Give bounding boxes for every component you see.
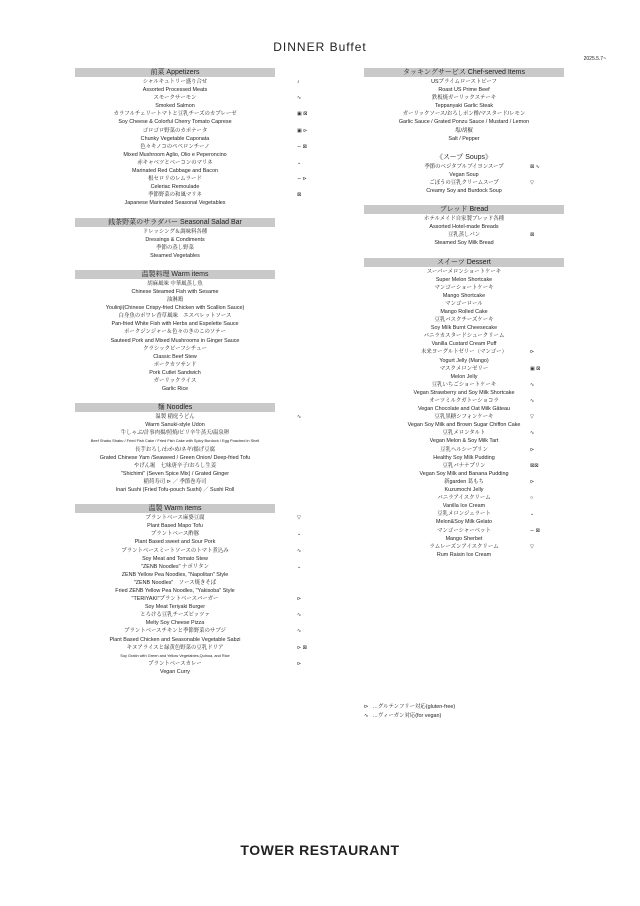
menu-item-text: バニラカスタードシュークリーム: [423, 333, 505, 340]
menu-item: [75, 199, 275, 207]
menu-date: 2025.5.7~: [583, 56, 606, 62]
menu-item: [364, 163, 564, 171]
dietary-mark-icon: ⊳: [530, 349, 535, 356]
menu-item: [75, 127, 308, 135]
menu-item-text: Vegan Soy Milk and Banana Pudding: [419, 470, 509, 477]
menu-item-text: Soy Gratin with Green and Yellow Vegetables,Quinoa, and Rice: [120, 652, 230, 658]
menu-item: [75, 462, 275, 470]
menu-item: [75, 236, 275, 244]
menu-item-text: ポークカツサンド: [153, 361, 197, 368]
menu-item-text: Sauteed Pork and Mixed Mushrooms in Ginger Sauce: [110, 337, 240, 344]
menu-item: [364, 332, 564, 340]
dietary-mark-icon: ⊳ ⊠: [297, 644, 307, 651]
menu-item: [364, 405, 564, 413]
dietary-mark-icon: ⊠⊠: [530, 462, 539, 469]
menu-item: [364, 470, 564, 478]
menu-item: [75, 555, 275, 563]
menu-item-text: Vanilla Ice Cream: [442, 503, 486, 510]
menu-item-text: Dressings & Condiments: [145, 236, 205, 243]
menu-item-text: Creamy Soy and Burdock Soup: [426, 188, 502, 195]
menu-item: [75, 563, 302, 571]
menu-item: [75, 413, 302, 421]
dietary-mark-icon: ♪: [297, 79, 300, 85]
menu-item: [75, 143, 307, 151]
menu-item-text: ゴロゴロ野菜のカポナータ: [142, 127, 208, 134]
menu-item: [75, 514, 301, 522]
section-header: 麺 Noodles: [75, 403, 275, 412]
section-header: 前菜 Appetizers: [75, 68, 275, 77]
menu-item: [364, 518, 564, 526]
menu-item: [364, 316, 564, 324]
menu-item-text: Yogurt Jelly (Mango): [439, 357, 489, 364]
menu-item-text: Grated Chinese Yam /Seaweed / Green Onion/ Deep-fried Tofu: [99, 454, 251, 461]
menu-item: [75, 337, 275, 345]
menu-item-text: 胡麻風味 中華風蒸し魚: [147, 280, 203, 287]
menu-item-text: Mango Sherbet: [445, 535, 483, 542]
menu-item-text: クラシックビーフシチュー: [143, 345, 207, 352]
menu-item: [75, 118, 275, 126]
menu-item: [75, 668, 275, 676]
menu-item: [75, 619, 275, 627]
menu-item: [364, 543, 564, 551]
menu-item: [75, 627, 302, 635]
menu-item-text: Soy Meat Teriyaki Burger: [144, 604, 206, 611]
menu-item-text: Pan-fried White Fish with Herbs and Espelette Sauce: [111, 321, 239, 328]
menu-item: [364, 421, 564, 429]
menu-item-text: Steamed Soy Milk Bread: [434, 240, 494, 247]
menu-item-text: Vegan Curry: [160, 668, 190, 675]
menu-item: [364, 179, 564, 187]
menu-item-text: Chunky Vegetable Caponata: [140, 135, 210, 142]
menu-item: [75, 522, 275, 530]
menu-item: [75, 94, 302, 102]
dietary-mark-icon: ⊳: [297, 660, 302, 667]
menu-item-text: 豆乳メロンジェラート: [437, 511, 491, 518]
menu-item: [364, 135, 564, 143]
menu-item-text: Melon Jelly: [450, 373, 478, 380]
menu-item: [364, 454, 564, 462]
menu-item: [75, 421, 275, 429]
dietary-mark-icon: ∿: [530, 430, 535, 437]
menu-item-text: Super Melon Shortcake: [435, 276, 493, 283]
dietary-mark-icon: ▣ ⊳: [297, 127, 308, 134]
dietary-mark-icon: ▣ ⊠: [530, 365, 541, 372]
menu-item-text: Vegan Soup: [449, 171, 479, 178]
menu-item: [364, 357, 564, 365]
menu-item-text: Soy Milk Burnt Cheesecake: [430, 325, 498, 332]
menu-item-text: スモークサーモン: [153, 95, 197, 102]
menu-item-text: Melon&Soy Milk Gelato: [435, 519, 493, 526]
section-header: スイーツ Dessert: [364, 258, 564, 267]
menu-item: [75, 312, 275, 320]
menu-item: [75, 369, 275, 377]
menu-item: [364, 381, 564, 389]
menu-item-text: とろける豆乳チーズピッツァ: [140, 612, 210, 619]
dietary-mark-icon: ∿: [530, 398, 535, 404]
menu-item: [364, 324, 564, 332]
menu-item-text: 豆乳黒糖シフォンケーキ: [434, 414, 494, 421]
menu-item: [75, 183, 275, 191]
menu-item-text: 牛しゃぶ/計事肉揚/照焼/ピリ辛牛蒸天/温泉卵: [120, 430, 230, 437]
menu-item-text: プラントベースミートソースのトマト煮込み: [121, 547, 229, 554]
legend-text: …グルテンフリー対応(gluten-free): [372, 704, 456, 710]
menu-item-text: Warm Sanuki-style Udon: [145, 422, 205, 429]
menu-item: [75, 175, 307, 183]
menu-item-text: USプライムローストビーフ: [431, 79, 497, 85]
menu-item-text: Plant Based sweet and Sour Pork: [134, 539, 216, 546]
menu-item: [364, 527, 564, 535]
menu-item: [364, 187, 564, 195]
dietary-mark-icon: ⊠ ∿: [530, 163, 540, 170]
legend-mark-icon: ∿: [364, 712, 369, 719]
menu-item: [364, 373, 564, 381]
menu-item: [364, 365, 564, 373]
menu-item-text: プラントベース麻婆豆腐: [145, 515, 205, 522]
menu-item-text: スーパーメロンショートケーキ: [426, 268, 502, 275]
menu-item-text: Vegan Chocolate and Oat Milk Gâteau: [418, 406, 510, 413]
legend-row: [364, 703, 455, 712]
menu-item-text: 未来ヨーグルトゼリー（マンゴー）: [421, 349, 507, 356]
menu-item-text: 季節のベジタブルブイヨンスープ: [424, 163, 504, 170]
dietary-mark-icon: ▽: [530, 414, 534, 421]
menu-item-text: 季節野菜の和風マリネ: [148, 192, 202, 199]
menu-item: [75, 454, 275, 462]
menu-item-text: 長芋おろし/わかめ/ネギ/揚げ豆腐: [135, 446, 215, 453]
menu-item-text: Teppanyaki Garlic Steak: [434, 103, 494, 110]
menu-item-text: Soy Cheese & Colorful Cherry Tomato Caprese: [118, 119, 232, 126]
menu-item-text: Garlic Sauce / Grated Ponzu Sauce / Mustard / Lemon: [398, 119, 530, 126]
legend-mark-icon: ⊳: [364, 704, 369, 710]
legend-row: [364, 712, 455, 721]
menu-item: [364, 268, 564, 276]
menu-item: [364, 171, 564, 179]
section-header: ブレッド Bread: [364, 205, 564, 214]
menu-item-text: 豆乳バナナプリン: [442, 462, 486, 469]
menu-item-text: ごぼうの豆乳クリームスープ: [429, 179, 499, 186]
menu-item: [364, 437, 564, 445]
menu-item-text: 豆乳メロンタルト: [442, 430, 486, 437]
menu-item: [75, 191, 302, 199]
menu-item: [364, 223, 564, 231]
section-gap: [75, 260, 275, 270]
menu-item-text: 塩/胡椒: [455, 127, 473, 134]
dietary-mark-icon: ∿: [297, 95, 302, 102]
menu-item: [364, 231, 564, 239]
menu-item: [364, 348, 564, 356]
menu-item: [75, 538, 275, 546]
menu-item: [75, 446, 275, 454]
dietary-mark-icon: ⊳: [530, 446, 535, 453]
menu-item-text: "TERIYAKI"プラントベースバーガー: [131, 596, 219, 603]
menu-item: [364, 397, 564, 405]
menu-item: [75, 530, 302, 538]
menu-item: [364, 292, 564, 300]
menu-item-text: 豆乳ヘルシープリン: [440, 446, 488, 453]
menu-item-text: Healthy Soy Milk Pudding: [433, 454, 495, 461]
section-gap: [75, 393, 275, 403]
menu-item: [75, 644, 307, 652]
menu-item: [75, 361, 275, 369]
dietary-mark-icon: ∼ ⊠: [530, 527, 540, 534]
menu-item-text: ホテルメイド自家製ブレッド各種: [423, 216, 505, 223]
menu-item-text: マスクメロンゼリー: [439, 365, 489, 372]
dietary-mark-icon: ∿: [297, 612, 302, 619]
menu-item-text: 新garden 葛もち: [444, 478, 484, 485]
menu-item: [364, 510, 564, 518]
menu-item-text: ガーリックライス: [153, 378, 197, 384]
menu-item-text: 温製 稲庭うどん: [155, 414, 195, 421]
menu-item-text: Mixed Mushroom Aglio, Olio e Peperoncino: [123, 151, 227, 158]
menu-item-text: 豆乳蒸しパン: [447, 232, 481, 239]
menu-item: [75, 579, 275, 587]
menu-item: [364, 110, 564, 118]
menu-item-text: 豆乳いちごショートケーキ: [431, 381, 497, 388]
menu-item-text: ラムレーズンアイスクリーム: [429, 543, 499, 550]
menu-item-text: Mango Shortcake: [442, 292, 486, 299]
menu-item-text: プラントベースカレー: [148, 660, 202, 667]
menu-item: [75, 86, 275, 94]
menu-item-text: Inari Sushi (Fried Tofu-pouch Sushi) ／ Sushi Roll: [115, 487, 235, 494]
dietary-mark-icon: ▣ ⊠: [297, 111, 308, 118]
dietary-mark-icon: ▽: [530, 543, 534, 550]
menu-item-text: "ZENB Noodles" ナポリタン: [141, 563, 209, 570]
menu-item: [364, 551, 564, 559]
menu-item: [75, 167, 275, 175]
page-title: DINNER Buffet: [273, 40, 367, 54]
section-header: タッキングサービス Chef-served Items: [364, 68, 564, 77]
section-header: 銭茶野菜のサラダバー Seasonal Salad Bar: [75, 218, 275, 227]
restaurant-brand: TOWER RESTAURANT: [240, 842, 400, 858]
menu-item: [364, 486, 564, 494]
menu-item-text: シャルキュトリー盛り合せ: [142, 79, 208, 85]
dietary-mark-icon: ○: [530, 495, 534, 502]
menu-item-text: Vegan Melon & Soy Milk Tart: [429, 438, 499, 445]
menu-item: [75, 486, 275, 494]
menu-item: [364, 535, 564, 543]
menu-item: [364, 478, 564, 486]
dietary-mark-icon: ⌄: [530, 511, 535, 518]
menu-item-text: ガーリックソース/おろしポン酢/マスタード/レモン: [402, 111, 526, 118]
menu-item: [75, 110, 308, 118]
menu-item: [364, 446, 564, 454]
menu-item: [75, 437, 275, 445]
menu-item: [364, 276, 564, 284]
menu-item-text: Assorted Hotel-made Breads: [429, 224, 499, 231]
menu-item: [75, 377, 275, 385]
dietary-mark-icon: ⌄: [297, 563, 302, 570]
menu-item: [75, 135, 275, 143]
section-header: 温製料理 Warm items: [75, 270, 275, 279]
menu-item-text: Steamed Vegetables: [150, 252, 200, 259]
menu-item: [75, 595, 302, 603]
dietary-mark-icon: ∿: [297, 414, 302, 421]
menu-item: [364, 215, 564, 223]
dietary-mark-icon: ▽: [297, 515, 301, 522]
menu-item-text: 赤キャベツとベーコンのマリネ: [137, 159, 213, 166]
menu-item: [75, 159, 302, 167]
menu-item: [364, 413, 564, 421]
menu-item: [75, 470, 275, 478]
menu-item-text: Pork Cutlet Sandwich: [149, 369, 201, 376]
menu-item: [75, 304, 275, 312]
section-header: 温製 Warm items: [75, 504, 275, 513]
menu-item: [75, 353, 275, 361]
menu-item: [364, 284, 564, 292]
menu-item: [75, 603, 275, 611]
menu-item-text: Kuzumochi Jelly: [444, 487, 484, 494]
menu-item: [364, 389, 564, 397]
menu-item-text: 色々キノコのペペロンチーノ: [140, 143, 210, 150]
menu-item-text: Japanese Marinated Seasonal Vegetables: [124, 200, 226, 207]
menu-item: [75, 288, 275, 296]
menu-item: [364, 429, 564, 437]
menu-item-text: マンゴーシャーベット: [437, 527, 491, 534]
dietary-legend: [364, 703, 455, 720]
menu-item: [364, 502, 564, 510]
menu-item: [364, 340, 564, 348]
menu-item-text: オーツミルクガトーショコラ: [429, 398, 499, 404]
menu-item-text: 白身魚のポワレ香草風味 エスペレットソース: [118, 313, 232, 320]
menu-item-text: Soy Meat and Tomato Stew: [142, 555, 208, 562]
menu-item: [75, 611, 302, 619]
menu-item-text: Roast US Prime Beef: [438, 87, 490, 94]
menu-item: [364, 462, 564, 470]
menu-item-text: "Shichimi" (Seven Spice Mix) / Grated Ginger: [120, 470, 230, 477]
menu-item: [75, 587, 275, 595]
menu-item-text: Chinese Steamed Fish with Sesame: [131, 288, 219, 295]
menu-item-text: "ZENB Noodles" ソース焼きそば: [133, 579, 217, 586]
dietary-mark-icon: ⊳: [530, 478, 535, 485]
menu-item: [75, 228, 275, 236]
dietary-mark-icon: ∿: [297, 628, 302, 635]
menu-item-text: やげん堀 七味唐辛子/おろし生姜: [133, 462, 217, 469]
menu-item: [75, 280, 275, 288]
section-gap: [75, 208, 275, 218]
menu-item-text: ドレッシング＆調味料各種: [142, 228, 208, 235]
dietary-mark-icon: ⊠: [297, 192, 302, 199]
menu-item: [75, 78, 300, 86]
menu-item-text: ポークジンジャー＆色々のきのこのソテー: [124, 329, 226, 336]
menu-item: [364, 300, 564, 308]
menu-item: [75, 636, 275, 644]
legend-text: …ヴィーガン対応(for vegan): [372, 712, 442, 719]
menu-item-text: Rum Raisin Ice Cream: [436, 551, 492, 558]
dietary-mark-icon: ∼ ⊳: [297, 176, 307, 183]
menu-item: [75, 478, 275, 486]
menu-item: [75, 244, 275, 252]
dietary-mark-icon: ▽: [530, 179, 534, 186]
menu-item: [364, 127, 564, 135]
menu-item: [75, 296, 275, 304]
menu-item-text: 根セロリのレムラード: [148, 176, 202, 183]
menu-item-text: Mango Rolled Cake: [440, 308, 488, 315]
menu-item-text: カラフルチェリートマトと豆乳チーズのカプレーゼ: [113, 111, 237, 118]
menu-item-text: Salt / Pepper: [448, 135, 480, 142]
menu-item-text: 鉄板焼ガーリックステーキ: [431, 95, 497, 102]
menu-item: [364, 239, 564, 247]
menu-item-text: Beef Shabu Shabu / Fried Fish Cake / Fried Fish Cake with Spicy Burdock / Egg Poached in Shell: [90, 438, 260, 444]
menu-item: [75, 102, 275, 110]
menu-item: [364, 102, 564, 110]
menu-item-text: キヌアライスと緑黄色野菜の豆乳ドリア: [126, 644, 224, 651]
menu-item: [75, 252, 275, 260]
menu-item-text: Fried ZENB Yellow Pea Noodles, "Yakisoba" Style: [115, 587, 235, 594]
dietary-mark-icon: ∿: [297, 547, 302, 554]
menu-item-text: Assorted Processed Meats: [142, 87, 208, 94]
menu-item: [364, 78, 564, 86]
menu-item: [75, 328, 275, 336]
menu-item: [75, 151, 275, 159]
menu-item-text: 油淋鶏: [166, 297, 184, 304]
menu-item: [364, 308, 564, 316]
section-gap: [364, 143, 564, 153]
menu-item-text: プラントベース酢豚: [150, 531, 200, 538]
menu-item-text: Garlic Rice: [161, 386, 189, 393]
menu-item: [364, 94, 564, 102]
menu-item: [75, 320, 275, 328]
right-menu-column: [364, 68, 564, 559]
dietary-mark-icon: ⊠: [530, 232, 535, 239]
section-gap: [75, 494, 275, 504]
menu-item-text: Celeriac Remoulade: [150, 184, 200, 191]
menu-item-text: Vanilla Custard Cream Puff: [431, 341, 497, 348]
menu-item: [75, 429, 275, 437]
menu-item-text: 豆乳バスクチーズケーキ: [434, 317, 494, 324]
menu-item: [75, 660, 302, 668]
menu-item-text: 稲荷寿司 ⊳ ／ 季節巻寿司: [143, 478, 207, 485]
menu-item-text: Vegan Strawberry and Soy Milk Shortcake: [413, 389, 515, 396]
menu-item: [75, 571, 275, 579]
dietary-mark-icon: ∼ ⊠: [297, 143, 307, 150]
menu-item: [75, 547, 302, 555]
left-menu-column: [75, 68, 308, 676]
menu-item-text: Classic Beef Stew: [153, 353, 197, 360]
menu-item-text: Youlinji(Chinese Crispy-fried Chicken with Scallion Sauce): [105, 305, 245, 312]
dietary-mark-icon: ∿: [530, 381, 535, 388]
section-gap: [364, 248, 564, 258]
menu-item-text: Plant Based Chicken and Seasonable Vegetable Sabzi: [109, 636, 241, 643]
menu-item: [75, 652, 275, 660]
menu-item-text: プラントベースチキンと季節野菜のサブジ: [124, 628, 226, 635]
menu-item-text: ZENB Yellow Pea Noodles, "Napolitan" Style: [121, 571, 229, 578]
dietary-mark-icon: ⌄: [297, 159, 302, 166]
section-header: 《スープ Soups》: [435, 153, 493, 161]
menu-item-text: 季節の蒸し野菜: [156, 244, 194, 251]
dietary-mark-icon: ⊳: [297, 596, 302, 603]
menu-item-text: マンゴーロール: [445, 300, 483, 307]
menu-item-text: Plant Based Mapo Tofu: [147, 523, 203, 530]
menu-item: [364, 118, 564, 126]
menu-item: [364, 86, 564, 94]
dietary-mark-icon: ⌄: [297, 531, 302, 538]
menu-item: [364, 494, 564, 502]
menu-item: [75, 385, 275, 393]
menu-item: [75, 345, 275, 353]
menu-item-text: Melty Soy Cheese Pizza: [145, 620, 205, 627]
section-gap: [364, 195, 564, 205]
menu-item-text: マンゴーショートケーキ: [434, 284, 494, 291]
menu-item-text: バニラアイスクリーム: [437, 495, 491, 502]
menu-item-text: Smoked Salmon: [155, 103, 195, 110]
menu-item-text: Vegan Soy Milk and Brown Sugar Chiffon Cake: [407, 422, 521, 429]
menu-item-text: Marinated Red Cabbage and Bacon: [131, 168, 218, 175]
